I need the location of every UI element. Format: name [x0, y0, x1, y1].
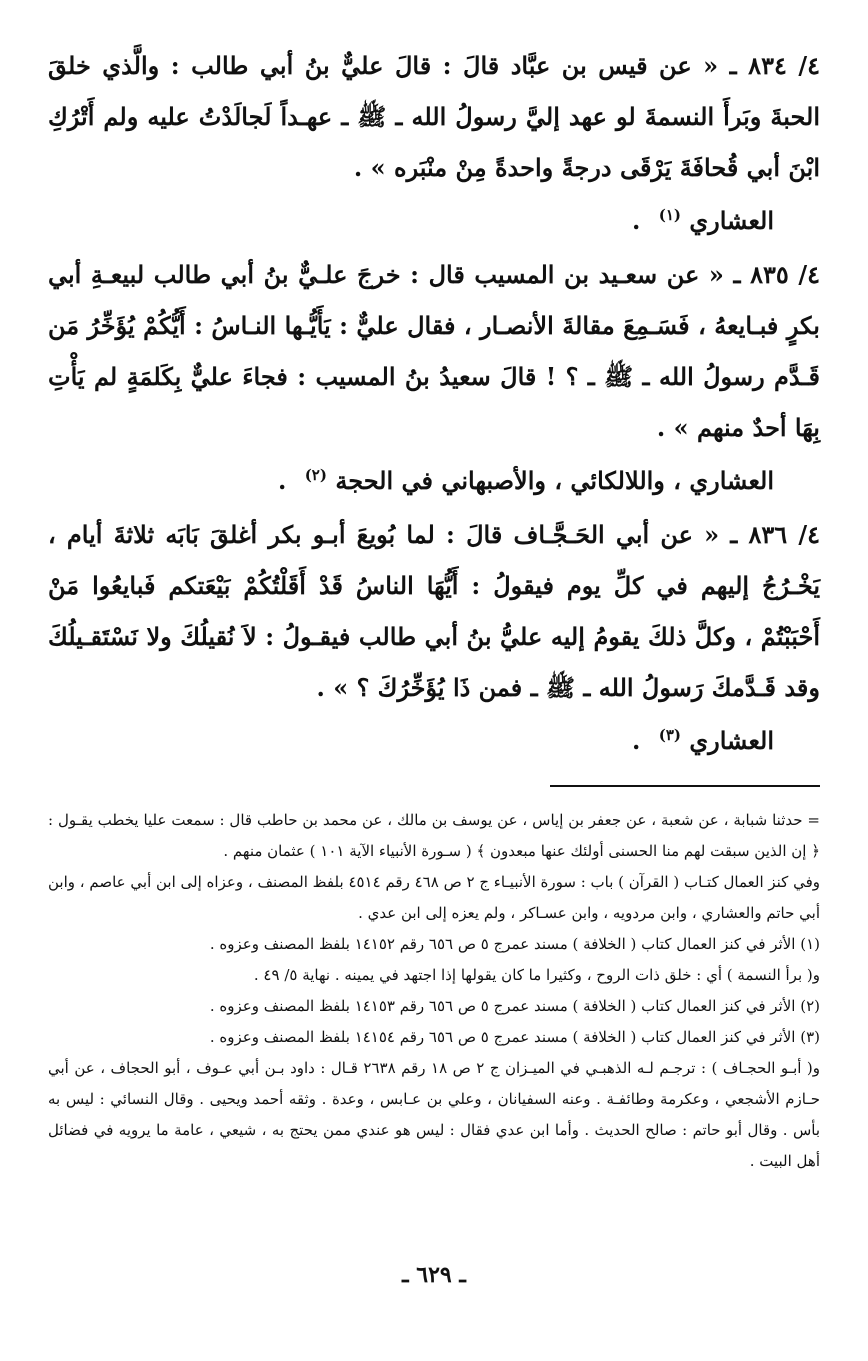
footnotes	[48, 805, 820, 1177]
footnote-1: (١) الأثر في كنز العمال كتاب ( الخلافة ) مسند عمرج ٥ ص ٦٥٦ رقم ١٤١٥٢ بلفظ المصنف وعزوه .	[209, 935, 820, 953]
source-end: .	[277, 466, 287, 495]
book-page	[48, 40, 820, 1340]
hadith-834: ٤/ ٨٣٤ ـ « عن قيس بن عبَّاد قالَ : قالَ عليٌّ بنُ أبي طالب : والَّذي خلقَ الحبةَ وبَرأَ النسمةَ لو عهد إليَّ رسولُ الله ـ ﷺ ـ عهـداً لَجالَدْتُ عليه ولم أَتْرُكِ ابْنَ أبي قُحافَةَ يَرْقَى درجةً واحدةً مِنْ منْبَره » .	[48, 51, 820, 182]
source-text: العشاري	[689, 206, 774, 235]
source-text: العشاري	[689, 726, 774, 755]
footnote-3: (٣) الأثر في كنز العمال كتاب ( الخلافة ) مسند عمرج ٥ ص ٦٥٦ رقم ١٤١٥٤ بلفظ المصنف وعزوه .	[209, 1028, 820, 1046]
footnote-1-gloss: و( برأ النسمة ) أي : خلق ذات الروح ، وكثيرا ما كان يقولها إذا اجتهد في يمينه . نهاية ٥/ ٤٩ .	[253, 966, 820, 984]
footnote-separator	[550, 785, 820, 787]
hadith-835-source	[48, 453, 820, 509]
page-number: ـ ٦٢٩ ـ	[402, 1262, 466, 1288]
footnote-kanz: وفي كنز العمال كتـاب ( القرآن ) باب : سورة الأنبيـاء ج ٢ ص ٤٦٨ رقم ٤٥١٤ بلفظ المصنف ، وعزاه إلى ابن أبي عاصم ، وابن أبي حاتم والعشاري ، وابن مردويه ، وابن عسـاكر ، ولم يعزه إلى ابن عدي .	[48, 873, 821, 922]
source-text: العشاري ، واللالكائي ، والأصبهاني في الحجة	[335, 466, 774, 495]
footnote-3-gloss: و( أبـو الحجـاف ) : ترجـم لـه الذهبـي في الميـزان ج ٢ ص ١٨ رقم ٢٦٣٨ قـال : داود بـن أبي عـوف ، أبو الحجاف ، عن أبي حـازم الأشجعي ، وعكرمة وطائفـة . وعنه السفيانان ، وعلي بن عـابس ، وعدة . وثقه أحمد ويحيى . وقال النسائي : ليس به بأس . وقال أبو حاتم : صالح الحديث . وأما ابن عدي فقال : ليس هو عندي ممن يحتج به ، شيعي ، عامة ما يرويه في فضائل أهل البيت .	[48, 1059, 820, 1170]
hadith-836-source	[48, 713, 820, 769]
footnote-ref-1: (١)	[658, 206, 681, 224]
source-end: .	[631, 206, 641, 235]
hadith-834-source	[48, 193, 820, 249]
source-end: .	[631, 726, 641, 755]
footnote-ref-3: (٣)	[658, 726, 681, 744]
hadith-836: ٤/ ٨٣٦ ـ « عن أبي الحَـجَّـاف قالَ : لما بُويعَ أبـو بكر أغلقَ بَابَه ثلاثةَ أيام ، يَخْـرُجُ إليهم في كلِّ يوم فيقولُ : أَيُّهَا الناسُ قَدْ أَقَلْتُكُمْ بَيْعَتكم فَبايعُوا مَنْ أَحْبَبْتُمْ ، وكلَّ ذلكَ يقومُ إليه عليُّ بنُ أبي طالب فيقـولُ : لاَ نُقيلُكَ ولا نَسْتَقـيلُكَ وقد قَـدَّمكَ رَسولُ الله ـ ﷺ ـ فمن ذَا يُؤَخِّرُكَ ؟ » .	[48, 520, 820, 702]
footnote-2: (٢) الأثر في كنز العمال كتاب ( الخلافة ) مسند عمرج ٥ ص ٦٥٦ رقم ١٤١٥٣ بلفظ المصنف وعزوه .	[209, 997, 820, 1015]
hadith-835: ٤/ ٨٣٥ ـ « عن سعـيد بن المسيب قال : خرجَ علـيٌّ بنُ أبي طالب لبيعـةِ أبي بكرٍ فبـايعهُ ، فَسَـمِعَ مقالةَ الأنصـار ، فقال عليٌّ : يَأَيُّـها النـاسُ : أَيُّكُمْ يُؤَخِّرُ مَن قَـدَّم رسولُ الله ـ ﷺ ـ ؟ ! قالَ سعيدُ بنُ المسيب : فجاءَ عليٌّ بِكَلمَةٍ لم يَأْتِ بِهَا أحدٌ منهم » .	[48, 260, 820, 442]
main-text	[48, 40, 820, 769]
footnote-continuation: = حدثنا شبابة ، عن شعبة ، عن جعفر بن إياس ، عن يوسف بن مالك ، عن محمد بن حاطب قال : سمعت عليا يخطب يقـول : ﴿ إن الذين سبقت لهم منا الحسنى أولئك عنها مبعدون ﴾ ( سـورة الأنبياء الآية ١٠١ ) عثمان منهم .	[48, 811, 820, 860]
footnote-ref-2: (٢)	[304, 466, 327, 484]
